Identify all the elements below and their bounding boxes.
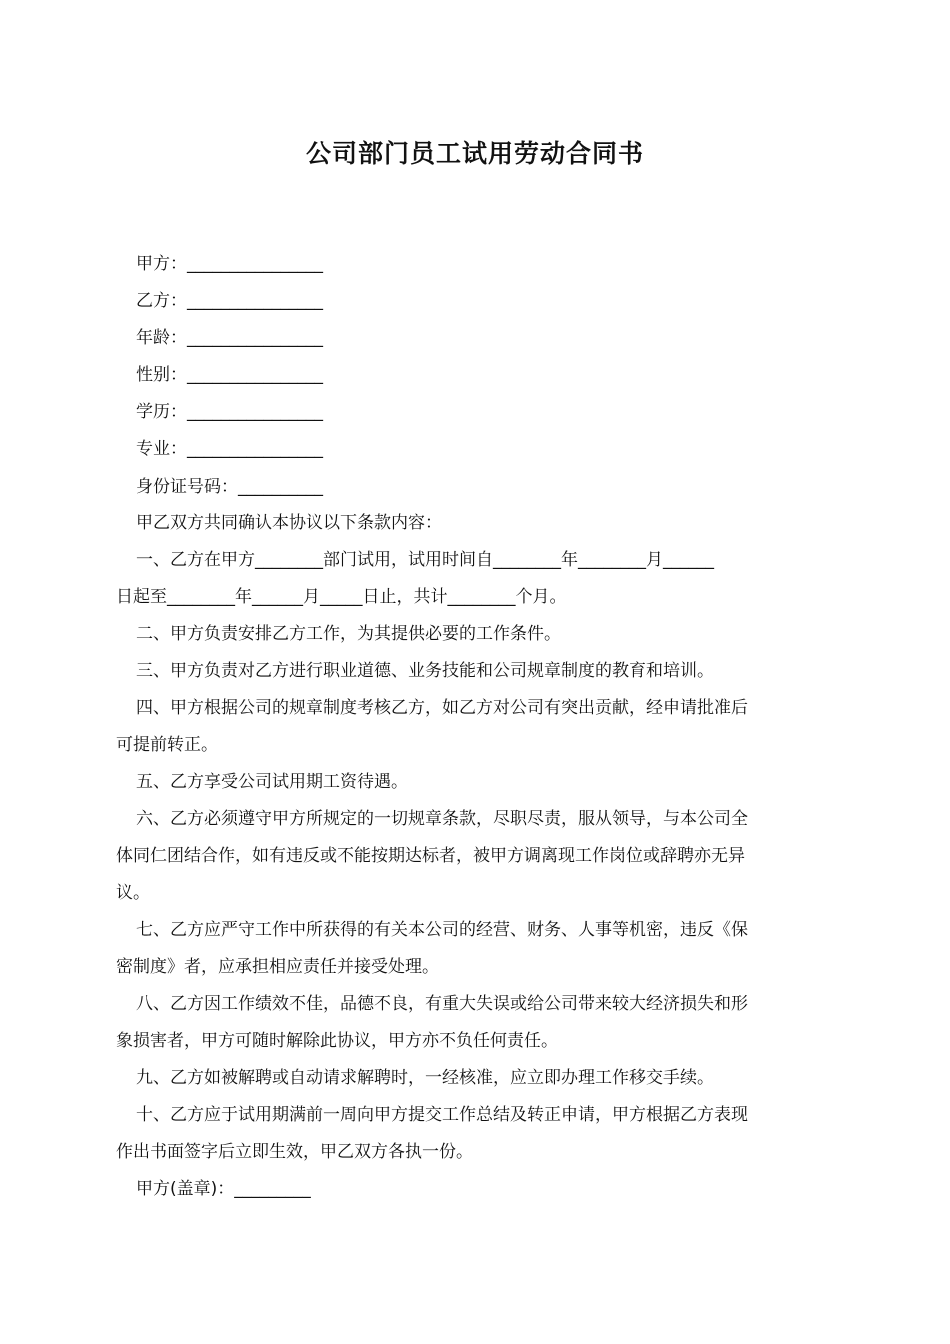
field-label: 年龄： bbox=[136, 328, 187, 348]
field-party-a bbox=[136, 251, 323, 277]
clause-9: 九、乙方如被解聘或自动请求解聘时，一经核准，应立即办理工作移交手续。 bbox=[136, 1068, 714, 1088]
field-label: 学历： bbox=[136, 402, 187, 422]
clause-2: 二、甲方负责安排乙方工作，为其提供必要的工作条件。 bbox=[136, 624, 561, 644]
field-label: 身份证号码： bbox=[136, 477, 238, 497]
field-gender bbox=[136, 362, 323, 388]
field-blank: ________________ bbox=[187, 365, 323, 385]
clause-10-line-1: 十、乙方应于试用期满前一周向甲方提交工作总结及转正申请，甲方根据乙方表现 bbox=[136, 1105, 748, 1125]
page-title: 公司部门员工试用劳动合同书 bbox=[305, 139, 644, 168]
field-blank: ________________ bbox=[187, 291, 323, 311]
field-party-b bbox=[136, 288, 323, 314]
field-age bbox=[136, 325, 323, 351]
clause-4-line-1: 四、甲方根据公司的规章制度考核乙方，如乙方对公司有突出贡献，经申请批准后 bbox=[136, 698, 748, 718]
clause-1-line-2: 日起至________年______月_____日止，共计________个月。 bbox=[116, 587, 567, 607]
field-major bbox=[136, 436, 323, 462]
clause-8-line-2: 象损害者，甲方可随时解除此协议，甲方亦不负任何责任。 bbox=[116, 1031, 558, 1051]
clause-6-line-1: 六、乙方必须遵守甲方所规定的一切规章条款，尽职尽责，服从领导，与本公司全 bbox=[136, 809, 748, 829]
field-id-number bbox=[136, 474, 323, 500]
field-label: 乙方： bbox=[136, 291, 187, 311]
clause-7-line-1: 七、乙方应严守工作中所获得的有关本公司的经营、财务、人事等机密，违反《保 bbox=[136, 920, 748, 940]
intro-text: 甲乙双方共同确认本协议以下条款内容： bbox=[136, 513, 442, 533]
clause-3: 三、甲方负责对乙方进行职业道德、业务技能和公司规章制度的教育和培训。 bbox=[136, 661, 714, 681]
field-education bbox=[136, 399, 323, 425]
clause-4-line-2: 可提前转正。 bbox=[116, 735, 218, 755]
field-blank: ________________ bbox=[187, 439, 323, 459]
clause-6-line-2: 体同仁团结合作，如有违反或不能按期达标者，被甲方调离现工作岗位或辞聘亦无异 bbox=[116, 846, 745, 866]
clause-8-line-1: 八、乙方因工作绩效不佳，品德不良，有重大失误或给公司带来较大经济损失和形 bbox=[136, 994, 748, 1014]
field-label: 性别： bbox=[136, 365, 187, 385]
clause-6-line-3: 议。 bbox=[116, 883, 150, 903]
field-label: 甲方： bbox=[136, 254, 187, 274]
clause-5: 五、乙方享受公司试用期工资待遇。 bbox=[136, 772, 408, 792]
field-blank: ________________ bbox=[187, 328, 323, 348]
signature-party-a: 甲方(盖章)：_________ bbox=[136, 1179, 311, 1199]
field-blank: __________ bbox=[238, 477, 323, 497]
field-label: 专业： bbox=[136, 439, 187, 459]
clause-1-line-1: 一、乙方在甲方________部门试用，试用时间自________年________月______ bbox=[136, 550, 714, 570]
field-blank: ________________ bbox=[187, 254, 323, 274]
contract-body bbox=[116, 505, 836, 1208]
field-blank: ________________ bbox=[187, 402, 323, 422]
clause-7-line-2: 密制度》者，应承担相应责任并接受处理。 bbox=[116, 957, 439, 977]
clause-10-line-2: 作出书面签字后立即生效，甲乙双方各执一份。 bbox=[116, 1142, 473, 1162]
